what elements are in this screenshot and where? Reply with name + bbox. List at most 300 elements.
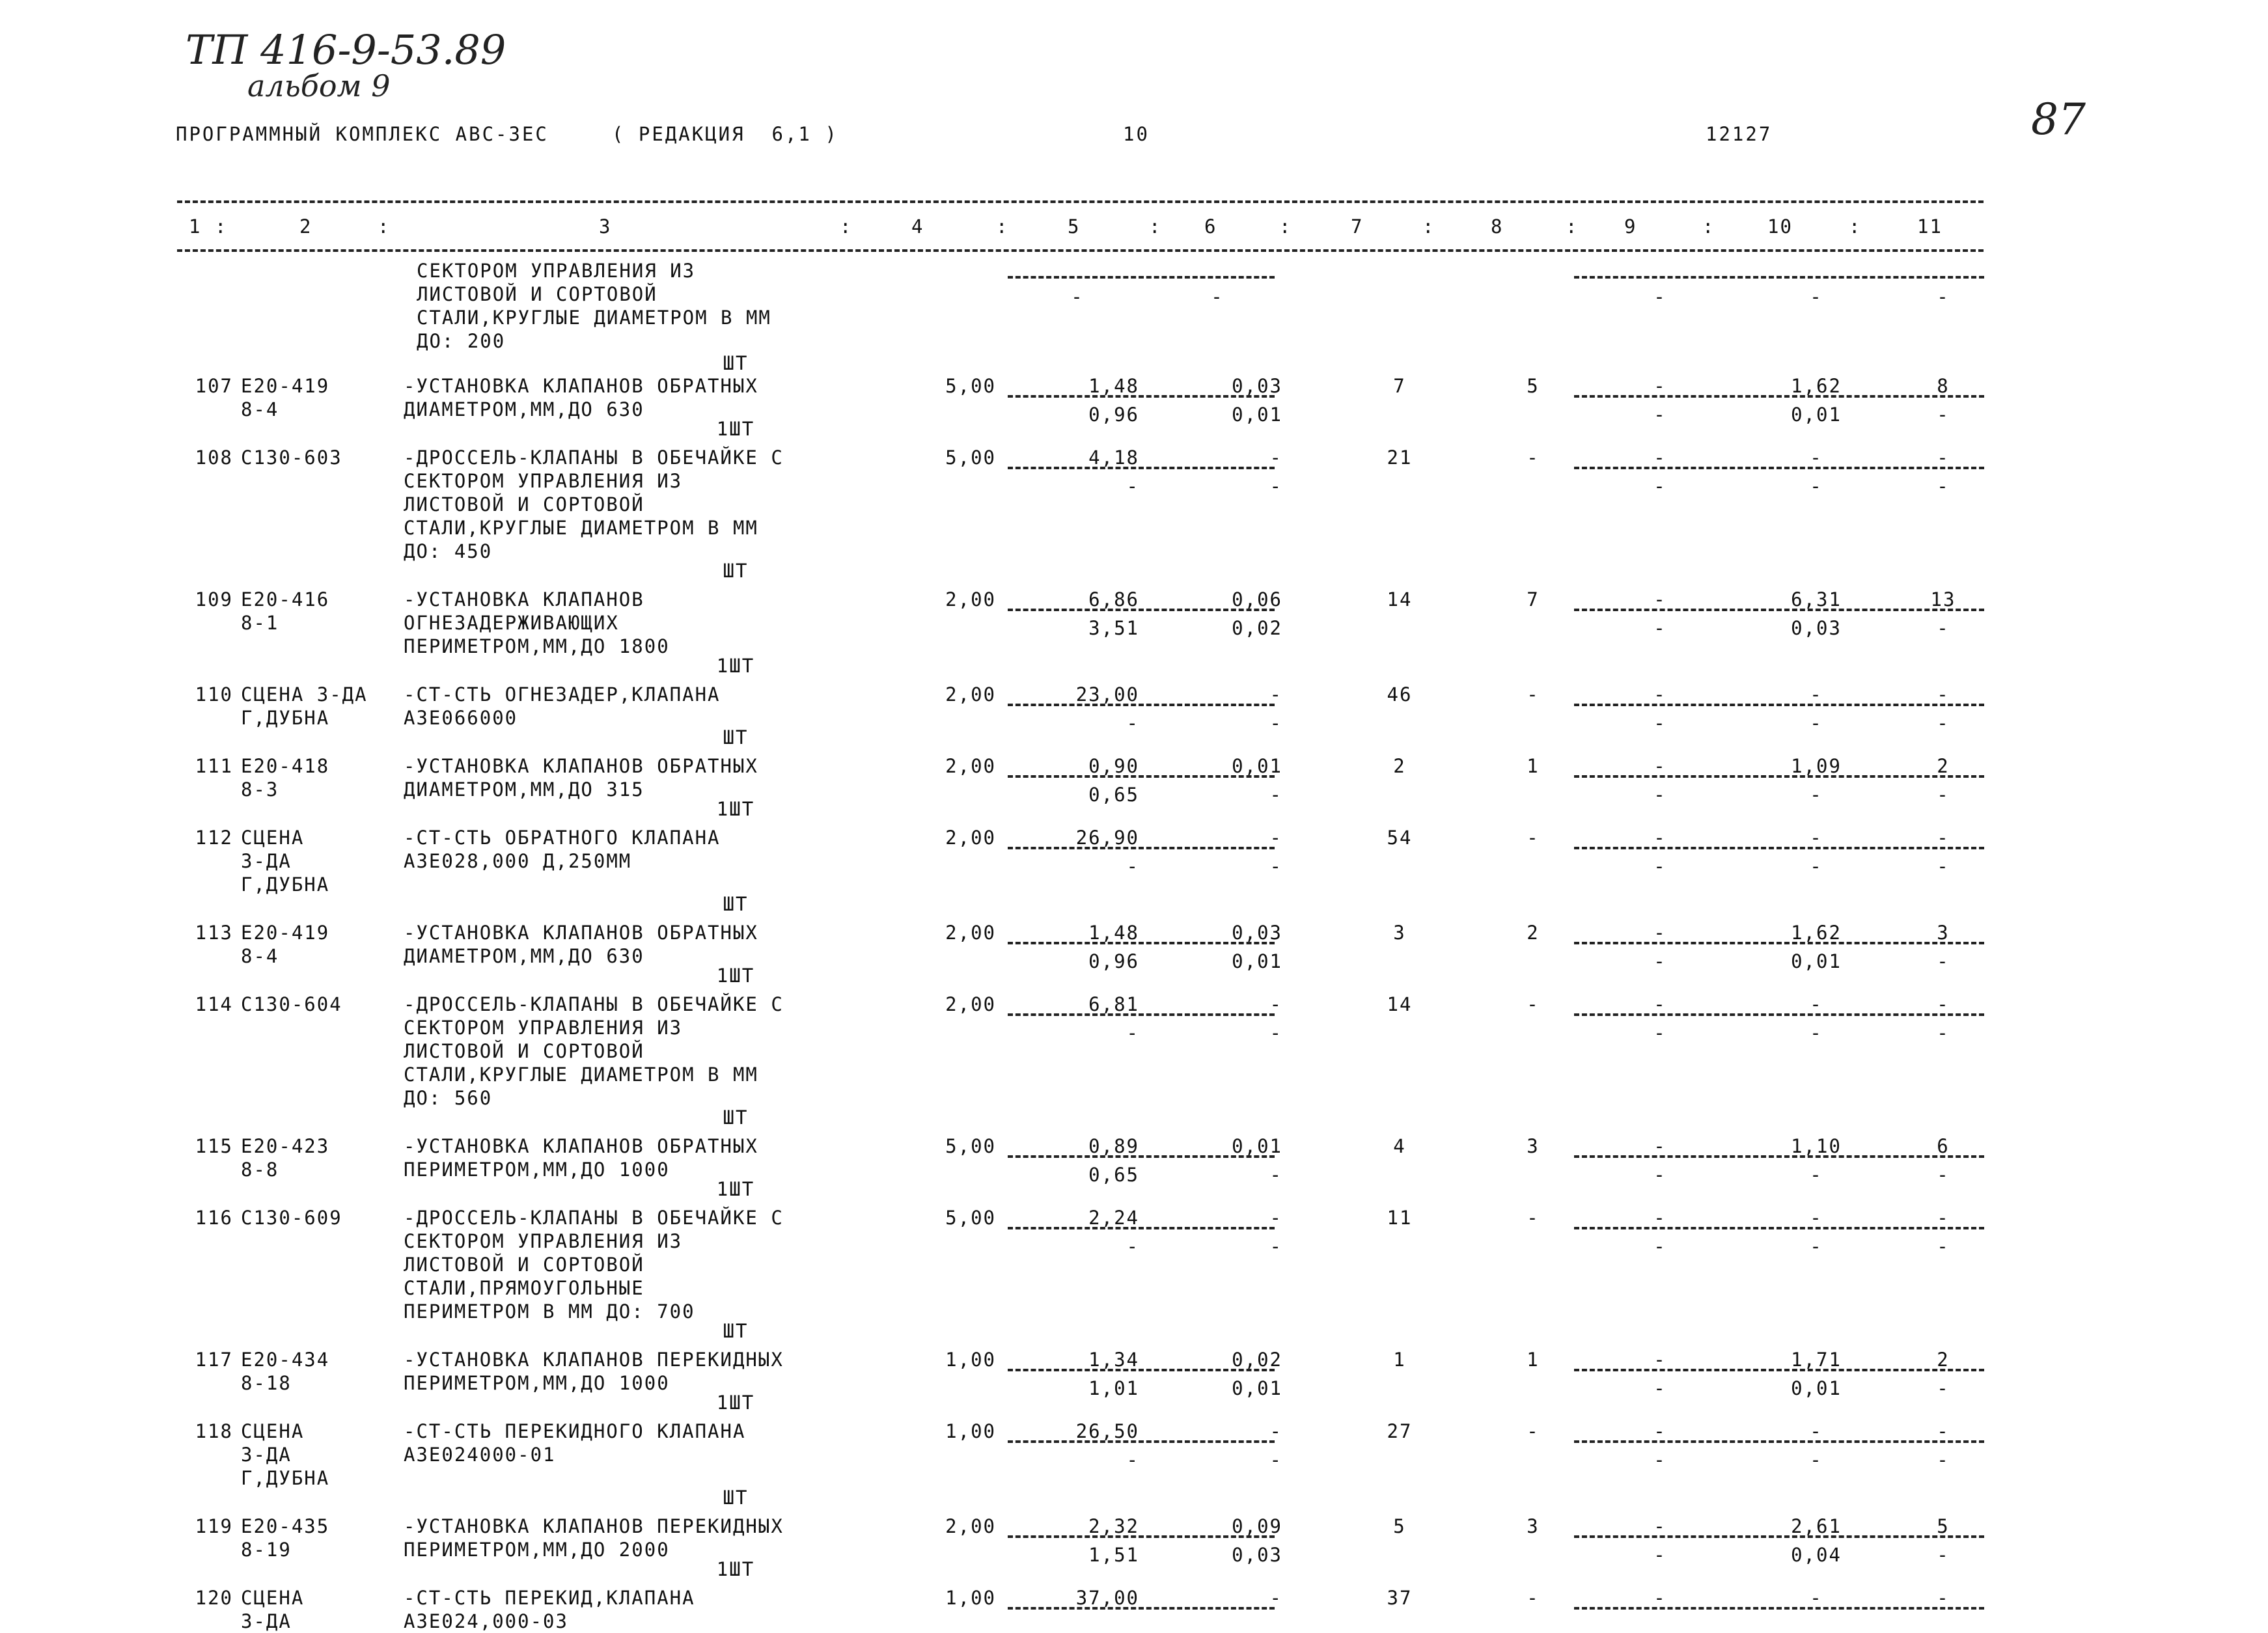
- work-description: ДО: 450: [404, 540, 493, 562]
- value-c7: 2: [1393, 755, 1406, 777]
- subtotal-rule: [1008, 1440, 1275, 1443]
- value-qty: 5,00: [945, 446, 996, 469]
- row-number: 107: [195, 375, 233, 397]
- sub-value-c10: -: [1810, 1449, 1823, 1471]
- unit-label: ШТ: [723, 1320, 749, 1342]
- value-c7: 37: [1387, 1587, 1413, 1609]
- value-qty: 2,00: [945, 588, 996, 611]
- value-c5: 26,90: [1075, 827, 1139, 849]
- work-description: ПЕРИМЕТРОМ В ММ ДО: 700: [404, 1300, 695, 1323]
- value-c9: -: [1653, 1515, 1666, 1537]
- value-c6: 0,09: [1232, 1515, 1282, 1537]
- sub-value-c10: -: [1810, 712, 1823, 734]
- work-description: ОГНЕЗАДЕРЖИВАЮЩИХ: [404, 612, 619, 634]
- dash-mark: -: [1937, 286, 1950, 308]
- handwritten-page-mark: 87: [2031, 94, 2086, 144]
- column-header-sep: :: [1566, 215, 1579, 238]
- price-code: Е20-423: [241, 1135, 330, 1157]
- unit-label: ШТ: [723, 1106, 749, 1129]
- work-description: ПЕРИМЕТРОМ,ММ,ДО 1000: [404, 1372, 670, 1394]
- value-c7: 3: [1393, 922, 1406, 944]
- work-description: ДИАМЕТРОМ,ММ,ДО 630: [404, 945, 644, 967]
- subtotal-rule: [1574, 704, 1984, 706]
- column-header-3: 3: [599, 215, 612, 238]
- value-c8: 3: [1527, 1135, 1540, 1157]
- price-code: Е20-434: [241, 1349, 330, 1371]
- desc-line: ДО: 200: [417, 330, 506, 352]
- price-code: Е20-419: [241, 922, 330, 944]
- row-number: 109: [195, 588, 233, 611]
- value-qty: 5,00: [945, 1207, 996, 1229]
- sub-value-c11: -: [1937, 855, 1950, 877]
- handwritten-album: альбом 9: [247, 68, 391, 103]
- subtotal-rule: [1008, 1227, 1275, 1229]
- sub-value-c6: -: [1269, 1164, 1282, 1186]
- subtotal-rule: [1008, 276, 1275, 279]
- price-code: Е20-435: [241, 1515, 330, 1537]
- sub-value-c5: -: [1126, 475, 1139, 497]
- sub-value-c5: 3,51: [1088, 617, 1139, 639]
- value-qty: 2,00: [945, 922, 996, 944]
- value-c10: 1,09: [1791, 755, 1842, 777]
- value-c7: 1: [1393, 1349, 1406, 1371]
- subtotal-rule: [1574, 775, 1984, 778]
- dash-mark: -: [1810, 286, 1823, 308]
- value-c10: -: [1810, 446, 1823, 469]
- subtotal-rule: [1574, 1440, 1984, 1443]
- sub-value-c6: -: [1269, 855, 1282, 877]
- work-description: ДИАМЕТРОМ,ММ,ДО 315: [404, 778, 644, 801]
- sub-value-c5: -: [1126, 1235, 1139, 1257]
- header-edition: ( РЕДАКЦИЯ 6,1 ): [612, 123, 838, 145]
- sub-value-c5: 1,51: [1088, 1544, 1139, 1566]
- value-c6: -: [1269, 993, 1282, 1015]
- sub-value-c9: -: [1653, 404, 1666, 426]
- sub-value-c11: -: [1937, 950, 1950, 972]
- price-code: 8-19: [241, 1539, 292, 1561]
- value-c8: -: [1527, 1207, 1540, 1229]
- work-description: ЛИСТОВОЙ И СОРТОВОЙ: [404, 493, 644, 515]
- value-c6: 0,03: [1232, 375, 1282, 397]
- subtotal-rule: [1574, 609, 1984, 611]
- work-description: АЗЕ024000-01: [404, 1444, 556, 1466]
- work-description: СТАЛИ,КРУГЛЫЕ ДИАМЕТРОМ В ММ: [404, 517, 758, 539]
- subtotal-rule: [1574, 942, 1984, 944]
- value-c9: -: [1653, 1420, 1666, 1442]
- sub-value-c9: -: [1653, 475, 1666, 497]
- column-header-1: 1: [189, 215, 202, 238]
- sub-value-c6: 0,01: [1232, 404, 1282, 426]
- column-header-sep: :: [378, 215, 391, 238]
- sub-value-c5: 0,96: [1088, 950, 1139, 972]
- subtotal-rule: [1574, 1607, 1984, 1610]
- subtotal-rule: [1008, 775, 1275, 778]
- dash-mark: -: [1211, 286, 1224, 308]
- work-description: -УСТАНОВКА КЛАПАНОВ ОБРАТНЫХ: [404, 755, 758, 777]
- work-description: ПЕРИМЕТРОМ,ММ,ДО 1000: [404, 1159, 670, 1181]
- row-number: 117: [195, 1349, 233, 1371]
- work-description: СЕКТОРОМ УПРАВЛЕНИЯ ИЗ: [404, 1230, 683, 1252]
- value-c9: -: [1653, 1207, 1666, 1229]
- value-c5: 6,81: [1088, 993, 1139, 1015]
- sub-value-c5: 0,65: [1088, 1164, 1139, 1186]
- work-description: -УСТАНОВКА КЛАПАНОВ ОБРАТНЫХ: [404, 922, 758, 944]
- value-c6: 0,03: [1232, 922, 1282, 944]
- sub-value-c9: -: [1653, 712, 1666, 734]
- value-c5: 2,24: [1088, 1207, 1139, 1229]
- sub-value-c10: 0,04: [1791, 1544, 1842, 1566]
- dash-mark: -: [1653, 286, 1666, 308]
- unit-label: 1ШТ: [716, 655, 755, 677]
- sub-value-c10: -: [1810, 1022, 1823, 1044]
- value-qty: 2,00: [945, 827, 996, 849]
- header-code: 12127: [1706, 123, 1773, 145]
- sub-value-c11: -: [1937, 1022, 1950, 1044]
- price-code: С130-603: [241, 446, 342, 469]
- column-header-sep: :: [996, 215, 1009, 238]
- sub-value-c6: 0,01: [1232, 1377, 1282, 1399]
- value-qty: 1,00: [945, 1420, 996, 1442]
- column-header-6: 6: [1204, 215, 1217, 238]
- subtotal-rule: [1574, 395, 1984, 398]
- subtotal-rule: [1574, 276, 1984, 279]
- value-c6: -: [1269, 683, 1282, 706]
- value-c5: 1,34: [1088, 1349, 1139, 1371]
- sub-value-c10: 0,01: [1791, 404, 1842, 426]
- value-c7: 14: [1387, 588, 1413, 611]
- sub-value-c9: -: [1653, 1449, 1666, 1471]
- subtotal-rule: [1008, 704, 1275, 706]
- subtotal-rule: [1008, 1535, 1275, 1538]
- work-description: -УСТАНОВКА КЛАПАНОВ: [404, 588, 644, 611]
- value-c9: -: [1653, 1587, 1666, 1609]
- work-description: ДО: 560: [404, 1087, 493, 1109]
- subtotal-rule: [1574, 1369, 1984, 1371]
- price-code: 8-4: [241, 398, 279, 420]
- unit-label: 1ШТ: [716, 1392, 755, 1414]
- value-c7: 7: [1393, 375, 1406, 397]
- handwritten-code: ТП 416-9-53.89: [186, 26, 506, 74]
- unit-label: 1ШТ: [716, 965, 755, 987]
- subtotal-rule: [1574, 1535, 1984, 1538]
- value-c5: 1,48: [1088, 375, 1139, 397]
- subtotal-rule: [1574, 1013, 1984, 1016]
- value-c8: 1: [1527, 1349, 1540, 1371]
- value-c11: -: [1937, 1420, 1950, 1442]
- column-header-7: 7: [1351, 215, 1364, 238]
- work-description: -УСТАНОВКА КЛАПАНОВ ПЕРЕКИДНЫХ: [404, 1349, 784, 1371]
- value-c9: -: [1653, 922, 1666, 944]
- value-c8: -: [1527, 1420, 1540, 1442]
- row-number: 111: [195, 755, 233, 777]
- row-number: 110: [195, 683, 233, 706]
- value-c7: 21: [1387, 446, 1413, 469]
- column-header-sep: :: [1702, 215, 1715, 238]
- row-number: 118: [195, 1420, 233, 1442]
- work-description: -СТ-СТЬ ПЕРЕКИДНОГО КЛАПАНА: [404, 1420, 746, 1442]
- price-code: 3-ДА: [241, 850, 292, 872]
- sub-value-c5: 0,96: [1088, 404, 1139, 426]
- value-c7: 27: [1387, 1420, 1413, 1442]
- price-code: 8-8: [241, 1159, 279, 1181]
- desc-line: СЕКТОРОМ УПРАВЛЕНИЯ ИЗ: [417, 260, 696, 282]
- value-c9: -: [1653, 446, 1666, 469]
- dash-mark: -: [1071, 286, 1084, 308]
- subtotal-rule: [1008, 942, 1275, 944]
- sub-value-c10: -: [1810, 475, 1823, 497]
- price-code: С130-609: [241, 1207, 342, 1229]
- column-header-8: 8: [1491, 215, 1504, 238]
- unit-label: ШТ: [723, 560, 749, 582]
- column-header-sep: :: [215, 215, 228, 238]
- subtotal-rule: [1574, 1227, 1984, 1229]
- value-c5: 1,48: [1088, 922, 1139, 944]
- subtotal-rule: [1008, 1013, 1275, 1016]
- work-description: ПЕРИМЕТРОМ,ММ,ДО 1800: [404, 635, 670, 657]
- value-c6: 0,06: [1232, 588, 1282, 611]
- column-header-sep: :: [1422, 215, 1435, 238]
- value-qty: 5,00: [945, 375, 996, 397]
- desc-line: СТАЛИ,КРУГЛЫЕ ДИАМЕТРОМ В ММ: [417, 307, 771, 329]
- value-c5: 26,50: [1075, 1420, 1139, 1442]
- sub-value-c5: -: [1126, 1022, 1139, 1044]
- work-description: ЛИСТОВОЙ И СОРТОВОЙ: [404, 1254, 644, 1276]
- value-c10: 1,71: [1791, 1349, 1842, 1371]
- value-c5: 0,89: [1088, 1135, 1139, 1157]
- column-header-sep: :: [1849, 215, 1862, 238]
- sub-value-c5: 1,01: [1088, 1377, 1139, 1399]
- value-c10: -: [1810, 1420, 1823, 1442]
- sub-value-c11: -: [1937, 475, 1950, 497]
- value-c6: -: [1269, 1207, 1282, 1229]
- value-c8: 5: [1527, 375, 1540, 397]
- sub-value-c10: -: [1810, 1235, 1823, 1257]
- value-qty: 1,00: [945, 1349, 996, 1371]
- value-c10: -: [1810, 1587, 1823, 1609]
- value-c7: 11: [1387, 1207, 1413, 1229]
- subtotal-rule: [1574, 847, 1984, 849]
- column-header-11: 11: [1917, 215, 1943, 238]
- sub-value-c9: -: [1653, 1022, 1666, 1044]
- price-code: Е20-418: [241, 755, 330, 777]
- rule-header-bottom: [177, 249, 1984, 252]
- value-c9: -: [1653, 827, 1666, 849]
- value-c9: -: [1653, 755, 1666, 777]
- work-description: -СТ-СТЬ ОГНЕЗАДЕР,КЛАПАНА: [404, 683, 721, 706]
- value-c11: 2: [1937, 1349, 1950, 1371]
- work-description: -ДРОССЕЛЬ-КЛАПАНЫ В ОБЕЧАЙКЕ С: [404, 993, 784, 1015]
- work-description: -ДРОССЕЛЬ-КЛАПАНЫ В ОБЕЧАЙКЕ С: [404, 1207, 784, 1229]
- sub-value-c5: -: [1126, 712, 1139, 734]
- work-description: -УСТАНОВКА КЛАПАНОВ ПЕРЕКИДНЫХ: [404, 1515, 784, 1537]
- sub-value-c5: -: [1126, 1449, 1139, 1471]
- value-c9: -: [1653, 588, 1666, 611]
- unit-label: 1ШТ: [716, 1558, 755, 1580]
- value-qty: 2,00: [945, 993, 996, 1015]
- sub-value-c6: 0,03: [1232, 1544, 1282, 1566]
- desc-line: ЛИСТОВОЙ И СОРТОВОЙ: [417, 283, 657, 305]
- sub-value-c5: -: [1126, 855, 1139, 877]
- value-c6: -: [1269, 1587, 1282, 1609]
- value-c8: -: [1527, 993, 1540, 1015]
- sub-value-c11: -: [1937, 1449, 1950, 1471]
- work-description: ПЕРИМЕТРОМ,ММ,ДО 2000: [404, 1539, 670, 1561]
- value-c11: -: [1937, 683, 1950, 706]
- unit-label: ШТ: [723, 726, 749, 748]
- sub-value-c5: 0,65: [1088, 784, 1139, 806]
- value-c11: -: [1937, 827, 1950, 849]
- value-qty: 2,00: [945, 683, 996, 706]
- value-c6: 0,02: [1232, 1349, 1282, 1371]
- value-c11: 6: [1937, 1135, 1950, 1157]
- sub-value-c9: -: [1653, 1544, 1666, 1566]
- value-c7: 46: [1387, 683, 1413, 706]
- value-c11: -: [1937, 1207, 1950, 1229]
- sub-value-c11: -: [1937, 1544, 1950, 1566]
- work-description: -СТ-СТЬ ПЕРЕКИД,КЛАПАНА: [404, 1587, 695, 1609]
- value-qty: 2,00: [945, 755, 996, 777]
- sub-value-c10: -: [1810, 855, 1823, 877]
- price-code: С130-604: [241, 993, 342, 1015]
- value-c10: -: [1810, 683, 1823, 706]
- column-header-4: 4: [911, 215, 924, 238]
- row-number: 115: [195, 1135, 233, 1157]
- subtotal-rule: [1008, 1369, 1275, 1371]
- value-c9: -: [1653, 683, 1666, 706]
- value-c6: 0,01: [1232, 1135, 1282, 1157]
- price-code: СЦЕНА: [241, 827, 305, 849]
- work-description: АЗЕ066000: [404, 707, 518, 729]
- value-c8: -: [1527, 683, 1540, 706]
- column-header-9: 9: [1624, 215, 1637, 238]
- sub-value-c6: -: [1269, 475, 1282, 497]
- value-c11: 8: [1937, 375, 1950, 397]
- sub-value-c9: -: [1653, 855, 1666, 877]
- column-header-sep: :: [840, 215, 853, 238]
- work-description: СТАЛИ,КРУГЛЫЕ ДИАМЕТРОМ В ММ: [404, 1064, 758, 1086]
- sub-value-c6: 0,01: [1232, 950, 1282, 972]
- value-c9: -: [1653, 993, 1666, 1015]
- subtotal-rule: [1008, 1607, 1275, 1610]
- work-description: ЛИСТОВОЙ И СОРТОВОЙ: [404, 1040, 644, 1062]
- value-c8: -: [1527, 827, 1540, 849]
- row-number: 112: [195, 827, 233, 849]
- value-c11: 3: [1937, 922, 1950, 944]
- price-code: СЦЕНА: [241, 1420, 305, 1442]
- value-c6: -: [1269, 1420, 1282, 1442]
- value-c7: 5: [1393, 1515, 1406, 1537]
- sub-value-c11: -: [1937, 1164, 1950, 1186]
- sub-value-c10: -: [1810, 1164, 1823, 1186]
- sub-value-c6: 0,02: [1232, 617, 1282, 639]
- sub-value-c11: -: [1937, 617, 1950, 639]
- price-code: 8-3: [241, 778, 279, 801]
- value-qty: 5,00: [945, 1135, 996, 1157]
- price-code: 3-ДА: [241, 1610, 292, 1632]
- row-number: 114: [195, 993, 233, 1015]
- value-c5: 2,32: [1088, 1515, 1139, 1537]
- unit-label: 1ШТ: [716, 1178, 755, 1200]
- unit-label: 1ШТ: [716, 798, 755, 820]
- sub-value-c9: -: [1653, 1377, 1666, 1399]
- subtotal-rule: [1574, 1155, 1984, 1158]
- value-c10: 1,62: [1791, 375, 1842, 397]
- value-c8: 7: [1527, 588, 1540, 611]
- rule-top: [177, 200, 1984, 203]
- value-c7: 54: [1387, 827, 1413, 849]
- sub-value-c10: 0,01: [1791, 1377, 1842, 1399]
- value-c6: 0,01: [1232, 755, 1282, 777]
- sub-value-c9: -: [1653, 950, 1666, 972]
- subtotal-rule: [1008, 467, 1275, 469]
- sub-value-c11: -: [1937, 1235, 1950, 1257]
- header-program: ПРОГРАММНЫЙ КОМПЛЕКС АВС-3ЕС: [176, 123, 549, 145]
- value-c10: 2,61: [1791, 1515, 1842, 1537]
- value-c9: -: [1653, 1135, 1666, 1157]
- value-c8: 2: [1527, 922, 1540, 944]
- value-c7: 14: [1387, 993, 1413, 1015]
- value-c5: 6,86: [1088, 588, 1139, 611]
- price-code: Г,ДУБНА: [241, 1467, 330, 1489]
- subtotal-rule: [1008, 395, 1275, 398]
- sub-value-c9: -: [1653, 784, 1666, 806]
- price-code: 8-1: [241, 612, 279, 634]
- price-code: СЦЕНА 3-ДА: [241, 683, 368, 706]
- unit-label: ШТ: [723, 1487, 749, 1509]
- work-description: АЗЕ024,000-03: [404, 1610, 568, 1632]
- work-description: СЕКТОРОМ УПРАВЛЕНИЯ ИЗ: [404, 470, 683, 492]
- sub-value-c6: -: [1269, 784, 1282, 806]
- value-c6: -: [1269, 446, 1282, 469]
- work-description: СЕКТОРОМ УПРАВЛЕНИЯ ИЗ: [404, 1017, 683, 1039]
- sub-value-c6: -: [1269, 1022, 1282, 1044]
- value-c5: 23,00: [1075, 683, 1139, 706]
- unit-label: ШТ: [723, 352, 749, 374]
- work-description: -УСТАНОВКА КЛАПАНОВ ОБРАТНЫХ: [404, 1135, 758, 1157]
- sub-value-c9: -: [1653, 617, 1666, 639]
- subtotal-rule: [1008, 609, 1275, 611]
- column-header-2: 2: [299, 215, 312, 238]
- price-code: Г,ДУБНА: [241, 873, 330, 896]
- price-code: Е20-416: [241, 588, 330, 611]
- price-code: 8-18: [241, 1372, 292, 1394]
- subtotal-rule: [1008, 1155, 1275, 1158]
- value-c10: 1,10: [1791, 1135, 1842, 1157]
- value-c9: -: [1653, 375, 1666, 397]
- value-c8: 1: [1527, 755, 1540, 777]
- value-c9: -: [1653, 1349, 1666, 1371]
- column-header-10: 10: [1767, 215, 1793, 238]
- work-description: ДИАМЕТРОМ,ММ,ДО 630: [404, 398, 644, 420]
- row-number: 108: [195, 446, 233, 469]
- unit-label: 1ШТ: [716, 418, 755, 440]
- row-number: 119: [195, 1515, 233, 1537]
- value-c11: -: [1937, 993, 1950, 1015]
- work-description: -СТ-СТЬ ОБРАТНОГО КЛАПАНА: [404, 827, 721, 849]
- value-c5: 0,90: [1088, 755, 1139, 777]
- value-c8: -: [1527, 446, 1540, 469]
- sub-value-c10: 0,01: [1791, 950, 1842, 972]
- sub-value-c11: -: [1937, 712, 1950, 734]
- subtotal-rule: [1574, 467, 1984, 469]
- sub-value-c11: -: [1937, 1377, 1950, 1399]
- price-code: 3-ДА: [241, 1444, 292, 1466]
- work-description: -ДРОССЕЛЬ-КЛАПАНЫ В ОБЕЧАЙКЕ С: [404, 446, 784, 469]
- value-c5: 37,00: [1075, 1587, 1139, 1609]
- value-c10: 1,62: [1791, 922, 1842, 944]
- sub-value-c10: -: [1810, 784, 1823, 806]
- price-code: Г,ДУБНА: [241, 707, 330, 729]
